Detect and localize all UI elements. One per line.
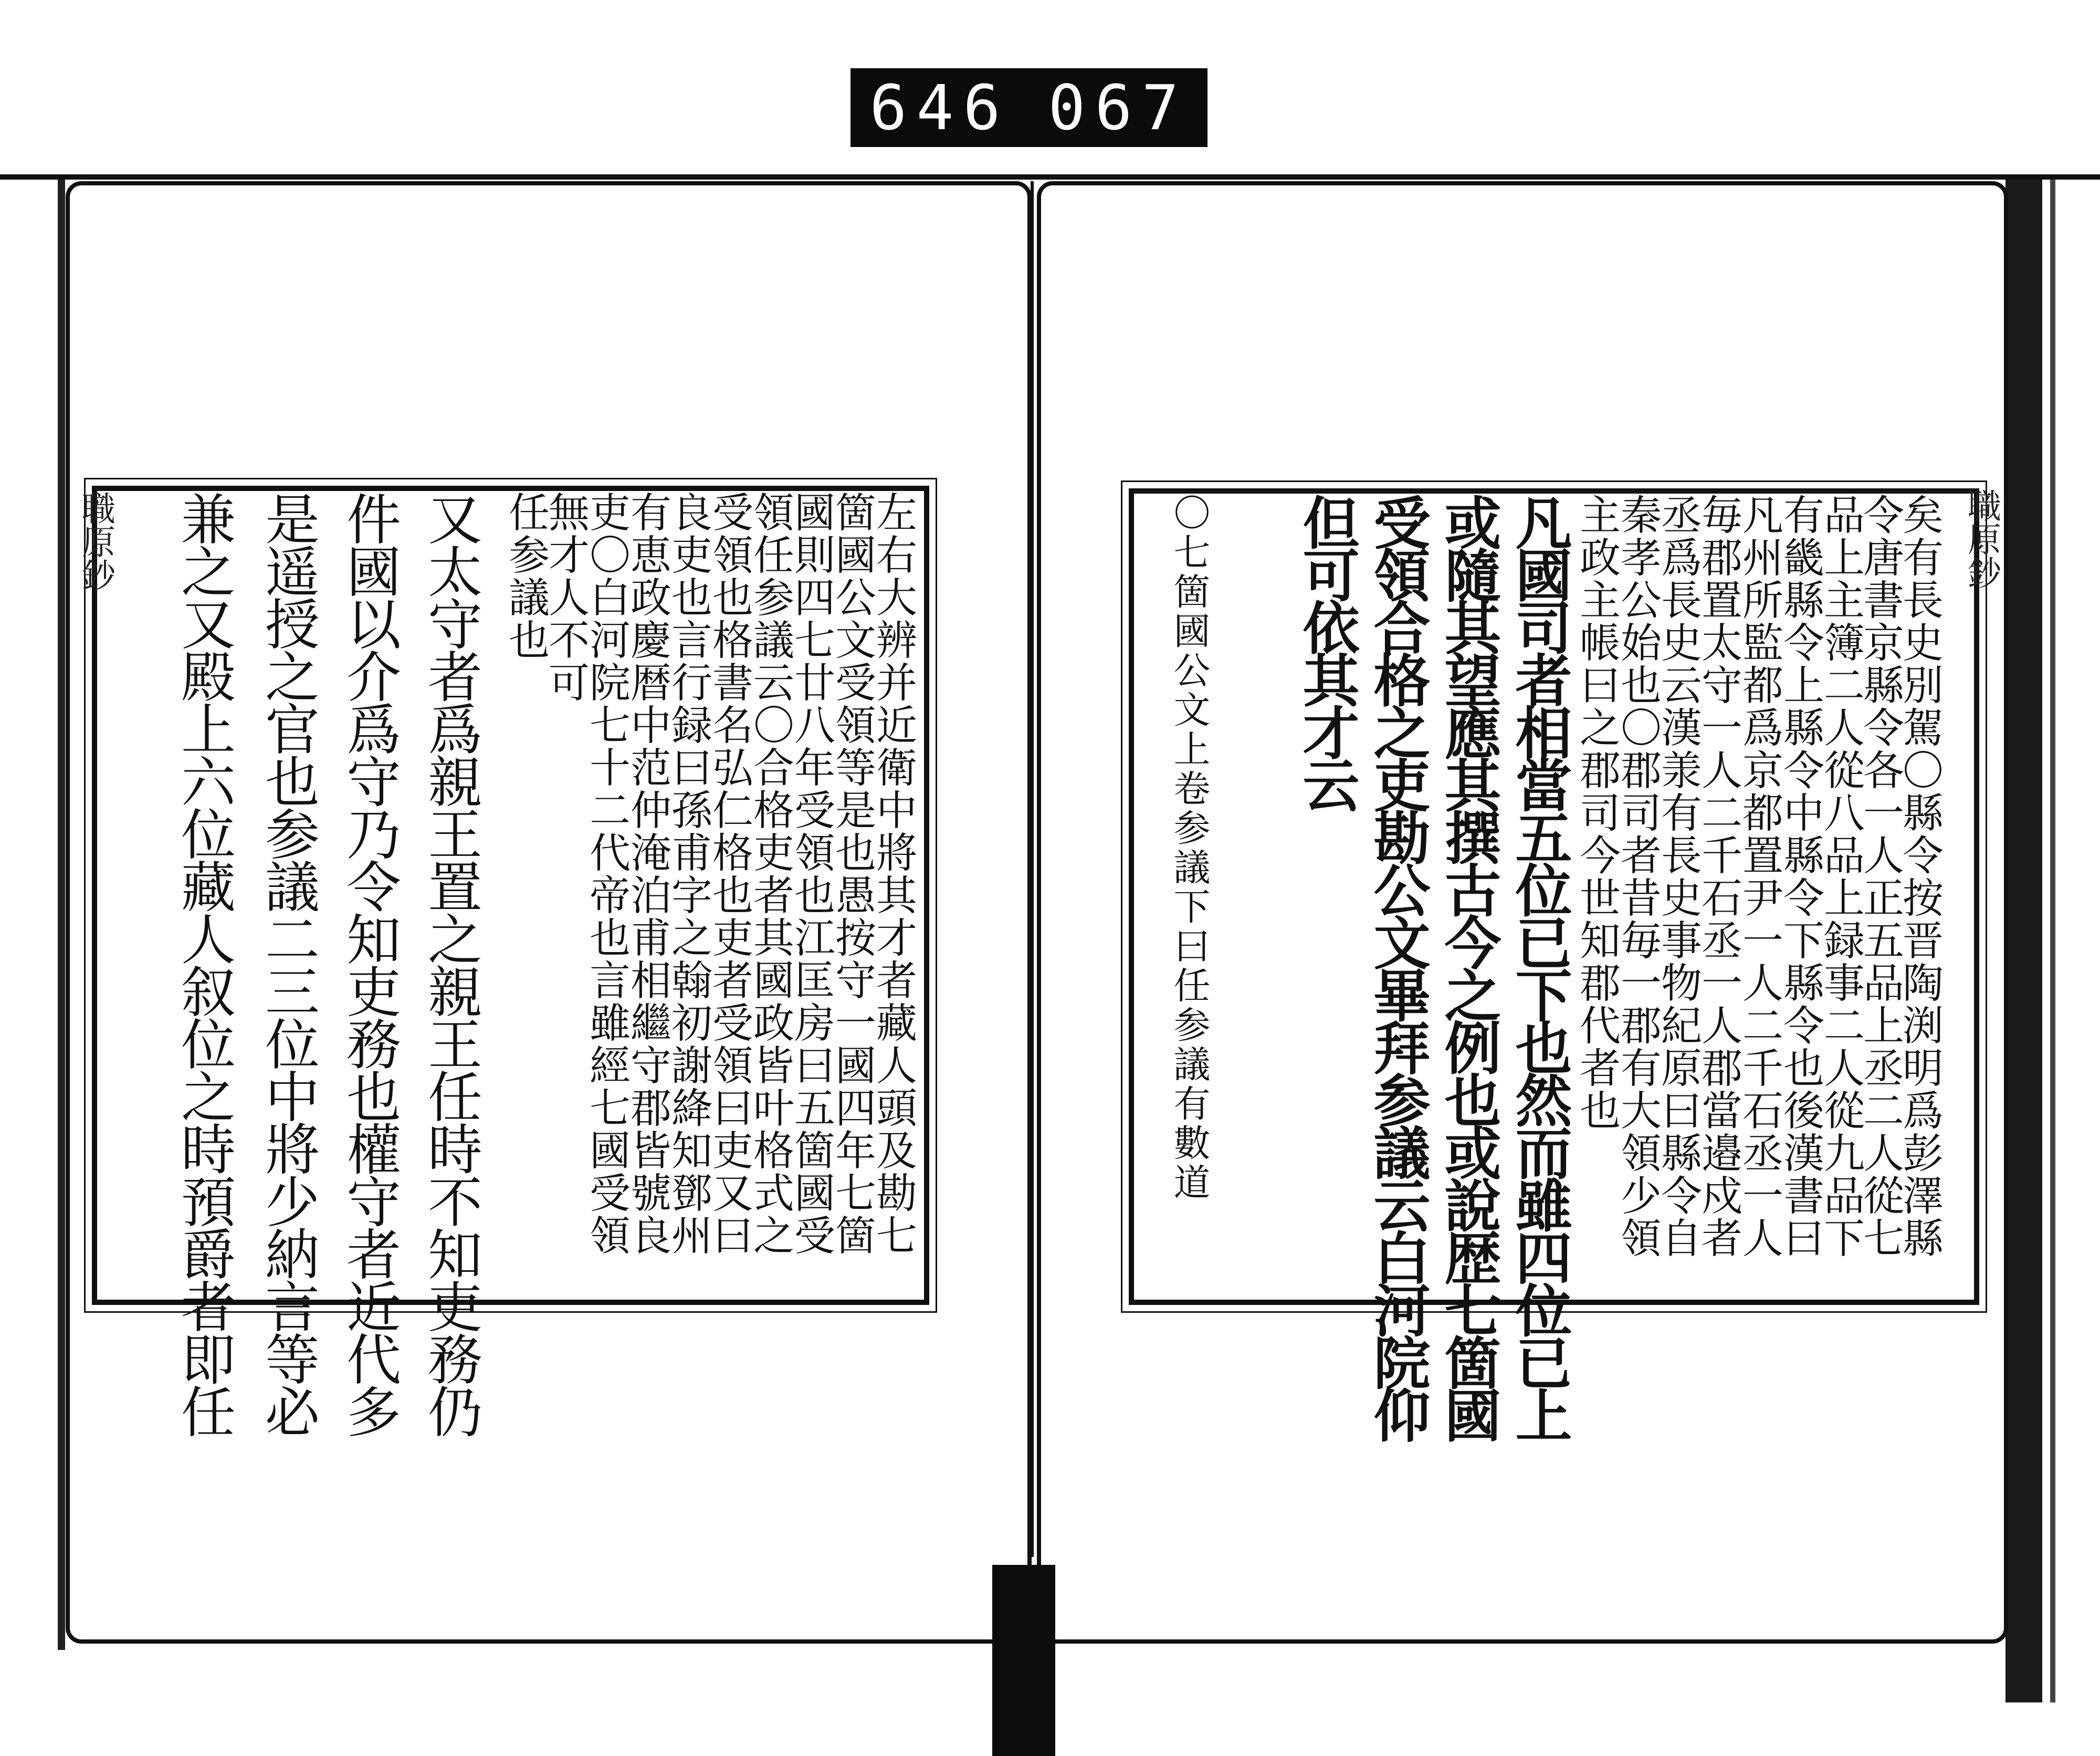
text-column: 令唐書京縣令各一人正五品上丞二人從七 bbox=[1856, 494, 1904, 1259]
text-column: 矣有長史別駕〇縣令按晋陶渕明爲彭澤縣 bbox=[1896, 494, 1943, 1259]
left-page-text-frame bbox=[92, 486, 929, 1436]
text-column: 主政主帳曰之郡司今世知郡代者也 bbox=[1573, 494, 1620, 1132]
right-page-text-frame bbox=[1129, 488, 1979, 1439]
left-page-margin-title: 職原鈔 bbox=[76, 491, 115, 592]
text-column: 受領也格書名弘仁格也吏者受領曰吏又曰 bbox=[706, 491, 753, 1257]
text-column: 毎郡置太守一人二千石丞一人郡當邉戍者 bbox=[1695, 494, 1742, 1259]
main-text-column: 兼之又殿上六位藏人叙位之時預爵者即任 bbox=[172, 491, 236, 1436]
text-column: 秦孝公始也〇郡司者昔毎一郡有大領少領 bbox=[1614, 494, 1661, 1259]
main-text-column: 凡國司者相當五位已下也然而雖四位已上 bbox=[1506, 494, 1572, 1439]
film-reel-number: 646 bbox=[869, 71, 1010, 144]
main-text-column: 件國以介爲守乃令知吏務也權守者近代多 bbox=[337, 491, 401, 1436]
film-frame-number: 067 bbox=[1048, 71, 1189, 144]
text-column: 良吏也言行録曰孫甫字之翰初謝絳知鄧州 bbox=[665, 491, 712, 1257]
text-column: 領任参議云〇合格吏者其國政皆叶格式之 bbox=[747, 491, 794, 1257]
left-book-edge bbox=[58, 180, 65, 1650]
book-spine-base bbox=[992, 1565, 1055, 1756]
main-text-column: 又太守者爲親王置之親王任時不知吏務仍 bbox=[418, 491, 482, 1436]
text-column: 有恵政慶暦中范仲淹泊甫相繼守郡皆號良 bbox=[624, 491, 671, 1257]
text-column: 箇國公文受領等是也愚按守一國四年七箇 bbox=[828, 491, 876, 1257]
text-column: 品上主簿二人從八品上録事二人從九品下 bbox=[1817, 494, 1864, 1259]
text-column: 國則四七廿八年受領也江匡房曰五箇國受 bbox=[788, 491, 835, 1257]
text-column: 無才人不可 bbox=[542, 491, 589, 704]
main-text-column: 但可依其才云 bbox=[1293, 494, 1359, 809]
right-book-edge-line bbox=[2050, 180, 2055, 1702]
text-column: 任参議也 bbox=[502, 491, 549, 661]
main-text-column: 是遥授之官也参議二三位中將少納言等必 bbox=[256, 491, 320, 1436]
text-column: 丞爲長史云漢𣴎有長史事物紀原曰縣令自 bbox=[1654, 494, 1702, 1259]
text-column: 有畿縣令上縣令中縣令下縣令也後漢書曰 bbox=[1777, 494, 1824, 1259]
right-page-margin-title: 職原鈔 bbox=[1962, 488, 2001, 589]
text-column: 吏〇白河院七十二代帝也言雖經七國受領 bbox=[583, 491, 630, 1257]
text-column: 凡州所監都爲京都置尹一人二千石丞一人 bbox=[1736, 494, 1783, 1259]
main-text-column: 受領合格之吏勘公文畢拜参議云白河院仰 bbox=[1364, 494, 1430, 1439]
microfilm-label bbox=[850, 68, 1208, 147]
right-book-edge bbox=[2006, 180, 2042, 1702]
text-column: 〇七箇國公文上卷参議下曰任参議有數道 bbox=[1168, 494, 1211, 1203]
main-text-column: 或隨其望應其撰古今之例也或說歴七箇國 bbox=[1435, 494, 1501, 1439]
text-column: 左右大辨并近衛中將其才者藏人頭及勘七 bbox=[869, 491, 917, 1257]
book-spine bbox=[1031, 181, 1034, 1557]
top-border bbox=[0, 174, 2100, 180]
